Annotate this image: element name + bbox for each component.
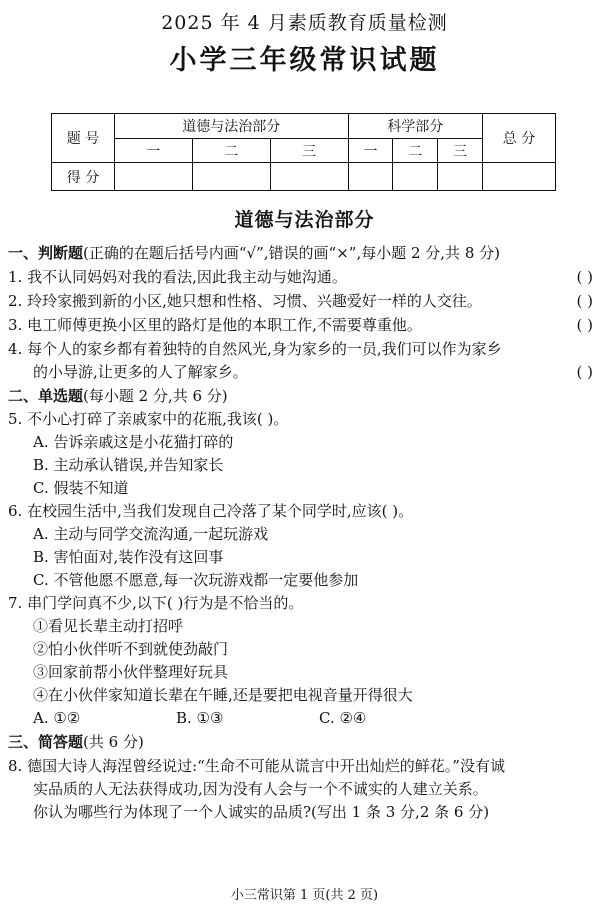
mc-question-7: 7. 串门学问真不少,以下( )行为是不恰当的。 bbox=[8, 594, 304, 612]
part3-heading-label: 三、简答题 bbox=[8, 733, 84, 751]
tf-question-2: 2. 玲玲家搬到新的小区,她只想和性格、习惯、兴趣爱好一样的人交往。 bbox=[8, 292, 482, 310]
part2-heading-note: (每小题 2 分,共 6 分) bbox=[83, 387, 228, 405]
tf-question-4: 4. 每个人的家乡都有着独特的自然风光,身为家乡的一员,我们可以作为家乡 bbox=[8, 340, 502, 358]
answer-blank[interactable]: ( ) bbox=[576, 316, 593, 334]
q5-option-b: B. 主动承认错误,并告知家长 bbox=[33, 456, 224, 474]
score-total-cell[interactable] bbox=[483, 163, 556, 191]
q6-option-c: C. 不管他愿不愿意,每一次玩游戏都一定要他参加 bbox=[33, 571, 359, 589]
part2-heading bbox=[8, 385, 598, 407]
sa-question-8-line2: 实品质的人无法获得成功,因为没有人会与一个不诚实的人建立关系。 bbox=[33, 780, 488, 798]
q7-item-3: ③回家前帮小伙伴整理好玩具 bbox=[33, 663, 229, 681]
tf-question-4-cont: 的小导游,让更多的人了解家乡。 bbox=[33, 363, 248, 381]
score-cell[interactable] bbox=[348, 163, 393, 191]
q7-item-2: ②怕小伙伴听不到就使劲敲门 bbox=[33, 640, 229, 658]
sub-part1-2: 二 bbox=[192, 139, 270, 163]
part3-heading bbox=[8, 731, 598, 753]
score-cell[interactable] bbox=[393, 163, 438, 191]
q7-option-b: B. ①③ bbox=[176, 709, 224, 727]
exam-title: 小学三年级常识试题 bbox=[169, 45, 440, 76]
part3-heading-note: (共 6 分) bbox=[83, 733, 144, 751]
tf-question-1: 1. 我不认同妈妈对我的看法,因此我主动与她沟通。 bbox=[8, 268, 347, 286]
answer-blank[interactable]: ( ) bbox=[576, 268, 593, 286]
page-footer: 小三常识第 1 页(共 2 页) bbox=[230, 888, 379, 903]
q5-option-c: C. 假装不知道 bbox=[33, 479, 129, 497]
answer-blank[interactable]: ( ) bbox=[576, 363, 593, 381]
mc-question-6: 6. 在校园生活中,当我们发现自己冷落了某个同学时,应该( )。 bbox=[8, 502, 414, 520]
q6-option-a: A. 主动与同学交流沟通,一起玩游戏 bbox=[33, 525, 269, 543]
col-question-no: 题 号 bbox=[52, 114, 115, 163]
part1-heading-label: 一、判断题 bbox=[8, 244, 84, 262]
score-table bbox=[51, 113, 556, 191]
sub-part1-1: 一 bbox=[115, 139, 193, 163]
tf-question-3: 3. 电工师傅更换小区里的路灯是他的本职工作,不需要尊重他。 bbox=[8, 316, 422, 334]
header-part2: 科学部分 bbox=[348, 114, 482, 139]
exam-date-line: 2025 年 4 月素质教育质量检测 bbox=[161, 12, 448, 34]
sub-part2-2: 二 bbox=[393, 139, 438, 163]
section-title: 道德与法治部分 bbox=[234, 209, 375, 231]
score-cell[interactable] bbox=[192, 163, 270, 191]
part2-heading-label: 二、单选题 bbox=[8, 387, 84, 405]
sub-part1-3: 三 bbox=[270, 139, 348, 163]
score-cell[interactable] bbox=[438, 163, 483, 191]
q5-option-a: A. 告诉亲戚这是小花猫打碎的 bbox=[33, 433, 234, 451]
part1-heading-note: (正确的在题后括号内画“√”,错误的画“×”,每小题 2 分,共 8 分) bbox=[83, 244, 500, 262]
mc-question-5: 5. 不小心打碎了亲戚家中的花瓶,我该( )。 bbox=[8, 410, 289, 428]
header-part1: 道德与法治部分 bbox=[115, 114, 349, 139]
score-cell[interactable] bbox=[115, 163, 193, 191]
sub-part2-1: 一 bbox=[348, 139, 393, 163]
sa-question-8-line3: 你认为哪些行为体现了一个人诚实的品质?(写出 1 条 3 分,2 条 6 分) bbox=[33, 803, 490, 821]
part1-heading bbox=[8, 242, 598, 264]
score-cell[interactable] bbox=[270, 163, 348, 191]
q7-option-a: A. ①② bbox=[33, 709, 81, 727]
q7-option-c: C. ②④ bbox=[319, 709, 367, 727]
score-label: 得 分 bbox=[52, 163, 115, 191]
sa-question-8: 8. 德国大诗人海涅曾经说过:“生命不可能从谎言中开出灿烂的鲜花。”没有诚 bbox=[8, 757, 505, 775]
sub-part2-3: 三 bbox=[438, 139, 483, 163]
q6-option-b: B. 害怕面对,装作没有这回事 bbox=[33, 548, 224, 566]
q7-item-1: ①看见长辈主动打招呼 bbox=[33, 617, 184, 635]
q7-options bbox=[33, 707, 598, 729]
q7-item-4: ④在小伙伴家知道长辈在午睡,还是要把电视音量开得很大 bbox=[33, 686, 413, 704]
answer-blank[interactable]: ( ) bbox=[576, 292, 593, 310]
header-total: 总 分 bbox=[483, 114, 556, 163]
